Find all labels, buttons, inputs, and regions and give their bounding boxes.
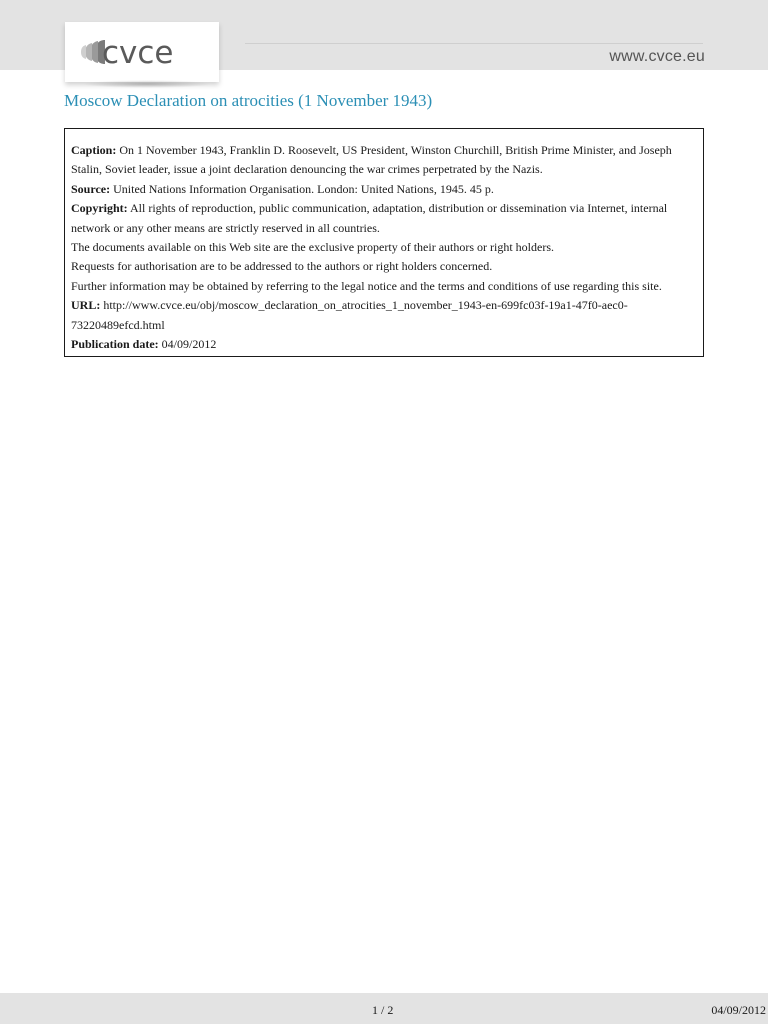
- copyright-text: All rights of reproduction, public communication, adaptation, distribution or dissemination via Internet, internal network or any other means are strictly reserved in all countries.: [71, 201, 668, 235]
- requests-text: Requests for authorisation are to be addressed to the authors or right holders concerned.: [71, 259, 493, 274]
- url-line-2[interactable]: 73220489efcd.html: [71, 317, 165, 332]
- url-row: [71, 296, 697, 335]
- logo-wordmark: cvce: [102, 35, 174, 71]
- publication-date-value: 04/09/2012: [161, 337, 217, 352]
- cvce-logo[interactable]: [65, 22, 219, 82]
- source-text: United Nations Information Organisation. London: United Nations, 1945. 45 p.: [113, 181, 494, 196]
- document-title: Moscow Declaration on atrocities (1 November 1943): [64, 91, 433, 110]
- caption-row: [71, 141, 697, 180]
- footer-date: 04/09/2012: [711, 1003, 766, 1017]
- copyright-row: [71, 199, 697, 238]
- publication-date-row: [71, 335, 697, 354]
- url-link[interactable]: [71, 298, 628, 331]
- url-label: URL:: [71, 298, 101, 313]
- site-url[interactable]: www.cvce.eu: [609, 48, 705, 65]
- caption-text: On 1 November 1943, Franklin D. Roosevelt, US President, Winston Churchill, British Prime Minister, and Joseph Stalin, Soviet leader, issue a joint declaration denouncing the war crimes perpetrated by the Nazis.: [71, 143, 672, 177]
- further-info-text: Further information may be obtained by referring to the legal notice and the terms and conditions of use regarding this site.: [71, 278, 662, 293]
- caption-label: Caption:: [71, 143, 117, 157]
- source-row: [71, 180, 697, 199]
- header-divider: [245, 43, 703, 44]
- page-number: 1 / 2: [372, 1003, 394, 1017]
- logo-shadow: [82, 80, 212, 88]
- copyright-label: Copyright:: [71, 201, 128, 216]
- document-info-box: [64, 128, 704, 357]
- url-line-1[interactable]: http://www.cvce.eu/obj/moscow_declaration_on_atrocities_1_november_1943-en-699fc03f-19a1-47f0-aec0-: [103, 298, 628, 313]
- property-text: The documents available on this Web site are the exclusive property of their authors or right holders.: [71, 240, 555, 255]
- source-label: Source:: [71, 181, 111, 196]
- cvce-logo-icon: [65, 22, 219, 82]
- publication-date-label: Publication date:: [71, 337, 159, 352]
